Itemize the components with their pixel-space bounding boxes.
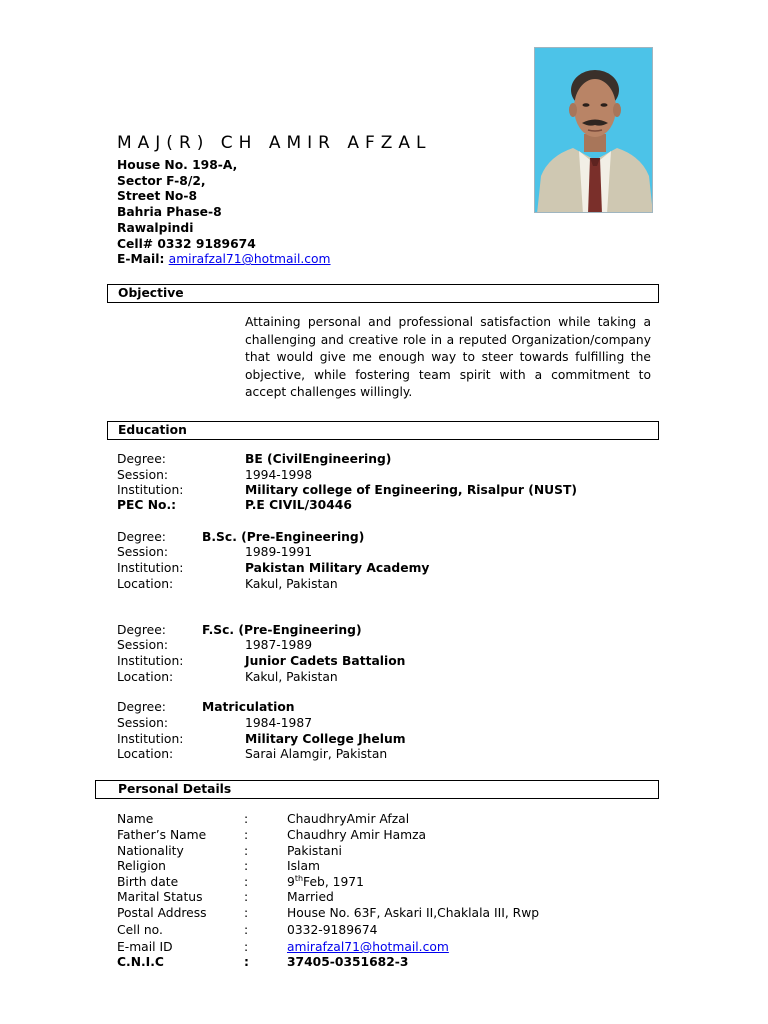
birth-date-value <box>287 875 364 889</box>
name-value: ChaudhryAmir Afzal <box>287 812 410 826</box>
degree-label: Degree: <box>117 623 166 637</box>
cnic-label: C.N.I.C <box>117 955 164 969</box>
education-heading: Education <box>107 421 659 440</box>
objective-heading: Objective <box>107 284 659 303</box>
cell-number: Cell# 0332 9189674 <box>117 236 256 251</box>
postal-address-label: Postal Address <box>117 906 207 920</box>
location-value: Sarai Alamgir, Pakistan <box>245 747 388 761</box>
cell-value: 0332-9189674 <box>287 923 378 937</box>
institution-value: Junior Cadets Battalion <box>245 654 406 668</box>
session-label: Session: <box>117 716 169 730</box>
location-value: Kakul, Pakistan <box>245 670 338 684</box>
cnic-value: 37405-0351682-3 <box>287 955 409 969</box>
profile-photo <box>534 47 653 213</box>
religion-value: Islam <box>287 859 320 873</box>
session-label: Session: <box>117 638 169 652</box>
institution-value: Military College Jhelum <box>245 732 406 746</box>
separator: : <box>244 812 249 826</box>
institution-label: Institution: <box>117 654 184 668</box>
email-row <box>117 252 331 268</box>
address-line: Sector F-8/2, <box>117 173 206 188</box>
birth-date-label: Birth date <box>117 875 179 889</box>
address-line: Rawalpindi <box>117 220 194 235</box>
separator: : <box>244 844 249 858</box>
session-value: 1989-1991 <box>245 545 313 559</box>
location-label: Location: <box>117 747 174 761</box>
location-value: Kakul, Pakistan <box>245 577 338 591</box>
marital-status-label: Marital Status <box>117 890 203 904</box>
degree-label: Degree: <box>117 530 166 544</box>
degree-label: Degree: <box>117 452 166 466</box>
father-name-label: Father’s Name <box>117 828 207 842</box>
email-label: E-Mail: <box>117 252 169 267</box>
postal-address-value: House No. 63F, Askari II,Chaklala III, Rwp <box>287 906 540 920</box>
father-name-value: Chaudhry Amir Hamza <box>287 828 427 842</box>
pec-value: P.E CIVIL/30446 <box>245 498 352 512</box>
birth-day: 9 <box>287 875 295 889</box>
session-value: 1994-1998 <box>245 468 313 482</box>
objective-text: Attaining personal and professional satisfaction while taking a challenging and creative role in a reputed Organization/company that would give me enough way to steer towards fulfilling the objective, while fostering team spirit with a commitment to accept challenges willingly. <box>245 315 651 400</box>
separator: : <box>244 906 249 920</box>
email-id-link[interactable]: amirafzal71@hotmail.com <box>287 940 449 954</box>
institution-label: Institution: <box>117 561 184 575</box>
email-id-label: E-mail ID <box>117 940 173 954</box>
degree-label: Degree: <box>117 700 166 714</box>
name-label: Name <box>117 812 154 826</box>
institution-value: Military college of Engineering, Risalpur (NUST) <box>245 483 578 497</box>
birth-month-year: Feb, 1971 <box>303 875 364 889</box>
degree-value: F.Sc. (Pre-Engineering) <box>202 623 362 637</box>
degree-value: B.Sc. (Pre-Engineering) <box>202 530 365 544</box>
separator: : <box>244 828 249 842</box>
location-label: Location: <box>117 670 174 684</box>
birth-day-suffix: th <box>294 873 304 883</box>
nationality-label: Nationality <box>117 844 184 858</box>
session-value: 1987-1989 <box>245 638 313 652</box>
email-link[interactable]: amirafzal71@hotmail.com <box>168 252 331 267</box>
candidate-name: MAJ(R) CH AMIR AFZAL <box>117 133 432 153</box>
degree-value: BE (CivilEngineering) <box>245 452 392 466</box>
religion-label: Religion <box>117 859 166 873</box>
address-line: Bahria Phase-8 <box>117 205 222 220</box>
separator: : <box>244 890 249 904</box>
address-line: House No. 198-A, <box>117 158 238 172</box>
separator: : <box>244 955 249 969</box>
separator: : <box>244 859 249 873</box>
separator: : <box>244 923 249 937</box>
nationality-value: Pakistani <box>287 844 342 858</box>
address-line: Street No-8 <box>117 189 198 204</box>
contact-block <box>117 158 331 268</box>
marital-status-value: Married <box>287 890 334 904</box>
degree-value: Matriculation <box>202 700 295 714</box>
session-label: Session: <box>117 545 169 559</box>
separator: : <box>244 875 249 889</box>
institution-label: Institution: <box>117 483 184 497</box>
location-label: Location: <box>117 577 174 591</box>
session-label: Session: <box>117 468 169 482</box>
cell-label: Cell no. <box>117 923 163 937</box>
pec-label: PEC No.: <box>117 498 177 512</box>
institution-label: Institution: <box>117 732 184 746</box>
separator: : <box>244 940 249 954</box>
personal-details-heading: Personal Details <box>95 780 659 799</box>
session-value: 1984-1987 <box>245 716 313 730</box>
institution-value: Pakistan Military Academy <box>245 561 430 575</box>
